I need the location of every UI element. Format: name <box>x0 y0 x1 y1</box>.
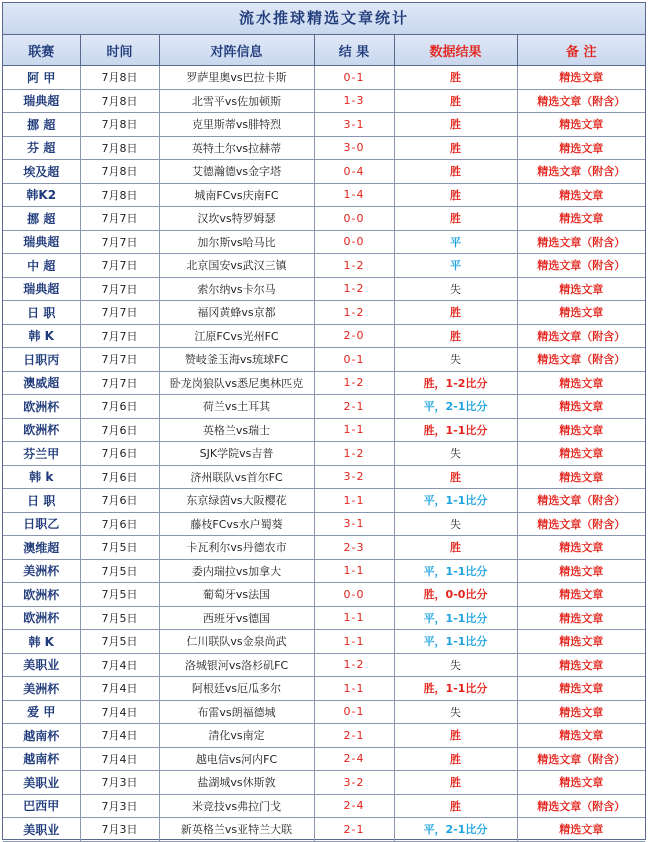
cell-league: 瑞典超 <box>3 277 80 301</box>
table-row <box>3 301 645 325</box>
cell-match: 索尔纳vs卡尔马 <box>159 277 314 301</box>
cell-data-result: 胜 <box>394 207 517 231</box>
cell-score: 3-1 <box>314 113 394 137</box>
table-row <box>3 89 645 113</box>
cell-data-result: 失 <box>394 653 517 677</box>
cell-time: 7月7日 <box>80 207 159 231</box>
cell-score: 1-1 <box>314 489 394 513</box>
cell-league: 欧洲杯 <box>3 418 80 442</box>
cell-note: 精选文章 <box>517 630 645 654</box>
cell-data-result: 胜 <box>394 183 517 207</box>
cell-time: 7月6日 <box>80 442 159 466</box>
cell-note: 精选文章（附含） <box>517 512 645 536</box>
table-row <box>3 371 645 395</box>
cell-data-result: 平，2-1比分 <box>394 818 517 842</box>
cell-match: 罗萨里奥vs巴拉卡斯 <box>159 66 314 90</box>
header-league: 联赛 <box>3 35 80 66</box>
cell-data-result: 平 <box>394 230 517 254</box>
cell-data-result: 胜 <box>394 66 517 90</box>
cell-data-result: 平，1-1比分 <box>394 489 517 513</box>
cell-time: 7月7日 <box>80 301 159 325</box>
cell-data-result: 平 <box>394 254 517 278</box>
cell-score: 0-4 <box>314 160 394 184</box>
cell-note: 精选文章 <box>517 183 645 207</box>
cell-match: 北雪平vs佐加顿斯 <box>159 89 314 113</box>
cell-league: 韩 k <box>3 465 80 489</box>
cell-note: 精选文章 <box>517 113 645 137</box>
cell-time: 7月6日 <box>80 418 159 442</box>
cell-league: 瑞典超 <box>3 230 80 254</box>
cell-league: 欧洲杯 <box>3 583 80 607</box>
cell-score: 1-2 <box>314 371 394 395</box>
header-data-result: 数据结果 <box>394 35 517 66</box>
cell-data-result: 胜 <box>394 113 517 137</box>
cell-time: 7月6日 <box>80 512 159 536</box>
cell-league: 越南杯 <box>3 724 80 748</box>
cell-time: 7月5日 <box>80 536 159 560</box>
cell-match: 越电信vs河内FC <box>159 747 314 771</box>
table-row <box>3 700 645 724</box>
cell-score: 3-2 <box>314 771 394 795</box>
table-row <box>3 207 645 231</box>
cell-time: 7月4日 <box>80 724 159 748</box>
table-row <box>3 254 645 278</box>
cell-match: 新英格兰vs亚特兰大联 <box>159 818 314 842</box>
cell-note: 精选文章 <box>517 653 645 677</box>
table-row <box>3 277 645 301</box>
cell-match: 清化vs南定 <box>159 724 314 748</box>
results-table <box>3 35 645 842</box>
table-row <box>3 677 645 701</box>
cell-score: 1-2 <box>314 301 394 325</box>
table-row <box>3 136 645 160</box>
cell-score: 1-1 <box>314 630 394 654</box>
cell-league: 挪 超 <box>3 207 80 231</box>
cell-note: 精选文章（附含） <box>517 489 645 513</box>
cell-league: 埃及超 <box>3 160 80 184</box>
table-body <box>3 66 645 842</box>
cell-league: 澳威超 <box>3 371 80 395</box>
cell-note: 精选文章（附含） <box>517 230 645 254</box>
cell-time: 7月8日 <box>80 136 159 160</box>
table-row <box>3 630 645 654</box>
cell-note: 精选文章（附含） <box>517 324 645 348</box>
stats-sheet <box>2 2 646 840</box>
table-row <box>3 230 645 254</box>
cell-score: 3-0 <box>314 136 394 160</box>
cell-match: 布雷vs朗福德城 <box>159 700 314 724</box>
cell-match: 北京国安vs武汉三镇 <box>159 254 314 278</box>
table-row <box>3 395 645 419</box>
cell-time: 7月7日 <box>80 324 159 348</box>
table-row <box>3 183 645 207</box>
cell-data-result: 胜 <box>394 465 517 489</box>
table-row <box>3 794 645 818</box>
cell-data-result: 胜 <box>394 324 517 348</box>
cell-time: 7月7日 <box>80 277 159 301</box>
cell-time: 7月8日 <box>80 160 159 184</box>
cell-score: 2-1 <box>314 724 394 748</box>
cell-note: 精选文章（附含） <box>517 254 645 278</box>
cell-note: 精选文章 <box>517 677 645 701</box>
cell-score: 1-4 <box>314 183 394 207</box>
cell-time: 7月6日 <box>80 395 159 419</box>
cell-time: 7月3日 <box>80 771 159 795</box>
cell-time: 7月4日 <box>80 653 159 677</box>
cell-match: 盐湖城vs休斯敦 <box>159 771 314 795</box>
cell-data-result: 胜 <box>394 771 517 795</box>
cell-note: 精选文章 <box>517 418 645 442</box>
cell-note: 精选文章（附含） <box>517 747 645 771</box>
cell-data-result: 失 <box>394 700 517 724</box>
cell-score: 0-0 <box>314 583 394 607</box>
cell-time: 7月4日 <box>80 677 159 701</box>
cell-time: 7月8日 <box>80 89 159 113</box>
cell-note: 精选文章 <box>517 559 645 583</box>
cell-data-result: 胜 <box>394 160 517 184</box>
cell-data-result: 失 <box>394 348 517 372</box>
cell-score: 1-2 <box>314 442 394 466</box>
cell-note: 精选文章 <box>517 724 645 748</box>
cell-data-result: 胜 <box>394 136 517 160</box>
cell-match: SJK学院vs吉普 <box>159 442 314 466</box>
cell-time: 7月5日 <box>80 583 159 607</box>
cell-data-result: 胜 <box>394 724 517 748</box>
cell-time: 7月6日 <box>80 465 159 489</box>
cell-note: 精选文章 <box>517 606 645 630</box>
table-row <box>3 747 645 771</box>
cell-league: 芬兰甲 <box>3 442 80 466</box>
table-row <box>3 559 645 583</box>
cell-league: 澳维超 <box>3 536 80 560</box>
cell-note: 精选文章 <box>517 371 645 395</box>
cell-data-result: 失 <box>394 277 517 301</box>
cell-score: 3-1 <box>314 512 394 536</box>
cell-data-result: 失 <box>394 442 517 466</box>
cell-match: 城南FCvs庆南FC <box>159 183 314 207</box>
table-row <box>3 536 645 560</box>
cell-data-result: 胜 <box>394 89 517 113</box>
table-row <box>3 113 645 137</box>
cell-league: 瑞典超 <box>3 89 80 113</box>
table-row <box>3 442 645 466</box>
cell-note: 精选文章 <box>517 700 645 724</box>
cell-match: 藤枝FCvs水户蜀葵 <box>159 512 314 536</box>
cell-score: 2-4 <box>314 794 394 818</box>
table-row <box>3 606 645 630</box>
cell-league: 越南杯 <box>3 747 80 771</box>
cell-match: 加尔斯vs哈马比 <box>159 230 314 254</box>
cell-time: 7月7日 <box>80 348 159 372</box>
cell-score: 1-3 <box>314 89 394 113</box>
cell-note: 精选文章 <box>517 818 645 842</box>
cell-match: 英格兰vs瑞士 <box>159 418 314 442</box>
cell-note: 精选文章（附含） <box>517 89 645 113</box>
cell-league: 韩 K <box>3 630 80 654</box>
cell-time: 7月8日 <box>80 183 159 207</box>
cell-time: 7月7日 <box>80 371 159 395</box>
header-row <box>3 35 645 66</box>
cell-data-result: 胜 <box>394 536 517 560</box>
cell-league: 阿 甲 <box>3 66 80 90</box>
cell-data-result: 平，1-1比分 <box>394 606 517 630</box>
cell-league: 欧洲杯 <box>3 606 80 630</box>
cell-league: 巴西甲 <box>3 794 80 818</box>
cell-match: 济州联队vs首尔FC <box>159 465 314 489</box>
cell-league: 日 职 <box>3 489 80 513</box>
cell-score: 1-2 <box>314 653 394 677</box>
sheet-title: 流水推球精选文章统计 <box>3 3 645 35</box>
cell-score: 1-1 <box>314 677 394 701</box>
table-row <box>3 418 645 442</box>
cell-note: 精选文章 <box>517 66 645 90</box>
cell-time: 7月5日 <box>80 559 159 583</box>
cell-time: 7月8日 <box>80 113 159 137</box>
cell-league: 美洲杯 <box>3 559 80 583</box>
cell-league: 爱 甲 <box>3 700 80 724</box>
cell-data-result: 胜 <box>394 794 517 818</box>
cell-note: 精选文章（附含） <box>517 348 645 372</box>
cell-score: 1-2 <box>314 254 394 278</box>
cell-league: 韩K2 <box>3 183 80 207</box>
cell-note: 精选文章 <box>517 536 645 560</box>
cell-match: 葡萄牙vs法国 <box>159 583 314 607</box>
cell-data-result: 胜 <box>394 301 517 325</box>
header-time: 时间 <box>80 35 159 66</box>
cell-score: 2-1 <box>314 395 394 419</box>
cell-match: 汉坎vs特罗姆瑟 <box>159 207 314 231</box>
cell-score: 1-1 <box>314 559 394 583</box>
cell-time: 7月6日 <box>80 489 159 513</box>
header-score: 结 果 <box>314 35 394 66</box>
cell-score: 2-1 <box>314 818 394 842</box>
cell-time: 7月3日 <box>80 818 159 842</box>
cell-league: 日职乙 <box>3 512 80 536</box>
cell-data-result: 平，1-1比分 <box>394 630 517 654</box>
cell-league: 韩 K <box>3 324 80 348</box>
cell-note: 精选文章 <box>517 207 645 231</box>
cell-league: 日 职 <box>3 301 80 325</box>
cell-note: 精选文章 <box>517 301 645 325</box>
cell-league: 日职丙 <box>3 348 80 372</box>
cell-score: 2-0 <box>314 324 394 348</box>
cell-data-result: 胜，1-2比分 <box>394 371 517 395</box>
cell-note: 精选文章 <box>517 395 645 419</box>
table-row <box>3 348 645 372</box>
cell-league: 中 超 <box>3 254 80 278</box>
cell-data-result: 平，1-1比分 <box>394 559 517 583</box>
table-row <box>3 324 645 348</box>
table-row <box>3 512 645 536</box>
cell-time: 7月7日 <box>80 254 159 278</box>
table-row <box>3 818 645 842</box>
table-row <box>3 653 645 677</box>
cell-league: 欧洲杯 <box>3 395 80 419</box>
cell-match: 克里斯蒂vs腓特烈 <box>159 113 314 137</box>
cell-data-result: 胜，0-0比分 <box>394 583 517 607</box>
cell-note: 精选文章 <box>517 442 645 466</box>
cell-match: 米竞技vs弗拉门戈 <box>159 794 314 818</box>
cell-league: 挪 超 <box>3 113 80 137</box>
cell-score: 1-2 <box>314 277 394 301</box>
cell-note: 精选文章 <box>517 136 645 160</box>
cell-score: 0-1 <box>314 348 394 372</box>
cell-match: 洛城银河vs洛杉矶FC <box>159 653 314 677</box>
cell-match: 西班牙vs德国 <box>159 606 314 630</box>
cell-score: 3-2 <box>314 465 394 489</box>
cell-match: 江原FCvs光州FC <box>159 324 314 348</box>
cell-score: 1-1 <box>314 418 394 442</box>
cell-time: 7月7日 <box>80 230 159 254</box>
table-row <box>3 465 645 489</box>
cell-data-result: 胜，1-1比分 <box>394 677 517 701</box>
cell-data-result: 胜 <box>394 747 517 771</box>
cell-league: 美洲杯 <box>3 677 80 701</box>
cell-note: 精选文章 <box>517 771 645 795</box>
cell-note: 精选文章 <box>517 465 645 489</box>
cell-match: 仁川联队vs金泉尚武 <box>159 630 314 654</box>
cell-league: 美职业 <box>3 818 80 842</box>
table-row <box>3 724 645 748</box>
cell-league: 美职业 <box>3 653 80 677</box>
cell-score: 2-3 <box>314 536 394 560</box>
cell-score: 0-0 <box>314 230 394 254</box>
cell-match: 艾德瀚德vs金字塔 <box>159 160 314 184</box>
cell-match: 福冈黄蜂vs京都 <box>159 301 314 325</box>
cell-score: 1-1 <box>314 606 394 630</box>
table-row <box>3 160 645 184</box>
table-row <box>3 771 645 795</box>
cell-time: 7月4日 <box>80 700 159 724</box>
cell-time: 7月3日 <box>80 794 159 818</box>
cell-note: 精选文章（附含） <box>517 794 645 818</box>
cell-league: 芬 超 <box>3 136 80 160</box>
cell-match: 卡瓦利尔vs丹德农市 <box>159 536 314 560</box>
cell-score: 0-1 <box>314 66 394 90</box>
cell-time: 7月8日 <box>80 66 159 90</box>
header-note: 备 注 <box>517 35 645 66</box>
cell-match: 荷兰vs土耳其 <box>159 395 314 419</box>
header-match: 对阵信息 <box>159 35 314 66</box>
cell-match: 委内瑞拉vs加拿大 <box>159 559 314 583</box>
cell-match: 卧龙岗狼队vs悉尼奥林匹克 <box>159 371 314 395</box>
cell-league: 美职业 <box>3 771 80 795</box>
cell-time: 7月5日 <box>80 606 159 630</box>
cell-match: 东京绿茵vs大阪樱花 <box>159 489 314 513</box>
cell-data-result: 胜，1-1比分 <box>394 418 517 442</box>
cell-note: 精选文章（附含） <box>517 160 645 184</box>
table-row <box>3 489 645 513</box>
cell-score: 0-0 <box>314 207 394 231</box>
cell-note: 精选文章 <box>517 277 645 301</box>
cell-match: 阿根廷vs厄瓜多尔 <box>159 677 314 701</box>
cell-match: 赞岐釜玉海vs琉球FC <box>159 348 314 372</box>
cell-score: 0-1 <box>314 700 394 724</box>
table-row <box>3 583 645 607</box>
table-row <box>3 66 645 90</box>
cell-data-result: 平，2-1比分 <box>394 395 517 419</box>
cell-time: 7月5日 <box>80 630 159 654</box>
cell-match: 英特土尔vs拉赫蒂 <box>159 136 314 160</box>
cell-score: 2-4 <box>314 747 394 771</box>
cell-time: 7月4日 <box>80 747 159 771</box>
cell-note: 精选文章 <box>517 583 645 607</box>
cell-data-result: 失 <box>394 512 517 536</box>
